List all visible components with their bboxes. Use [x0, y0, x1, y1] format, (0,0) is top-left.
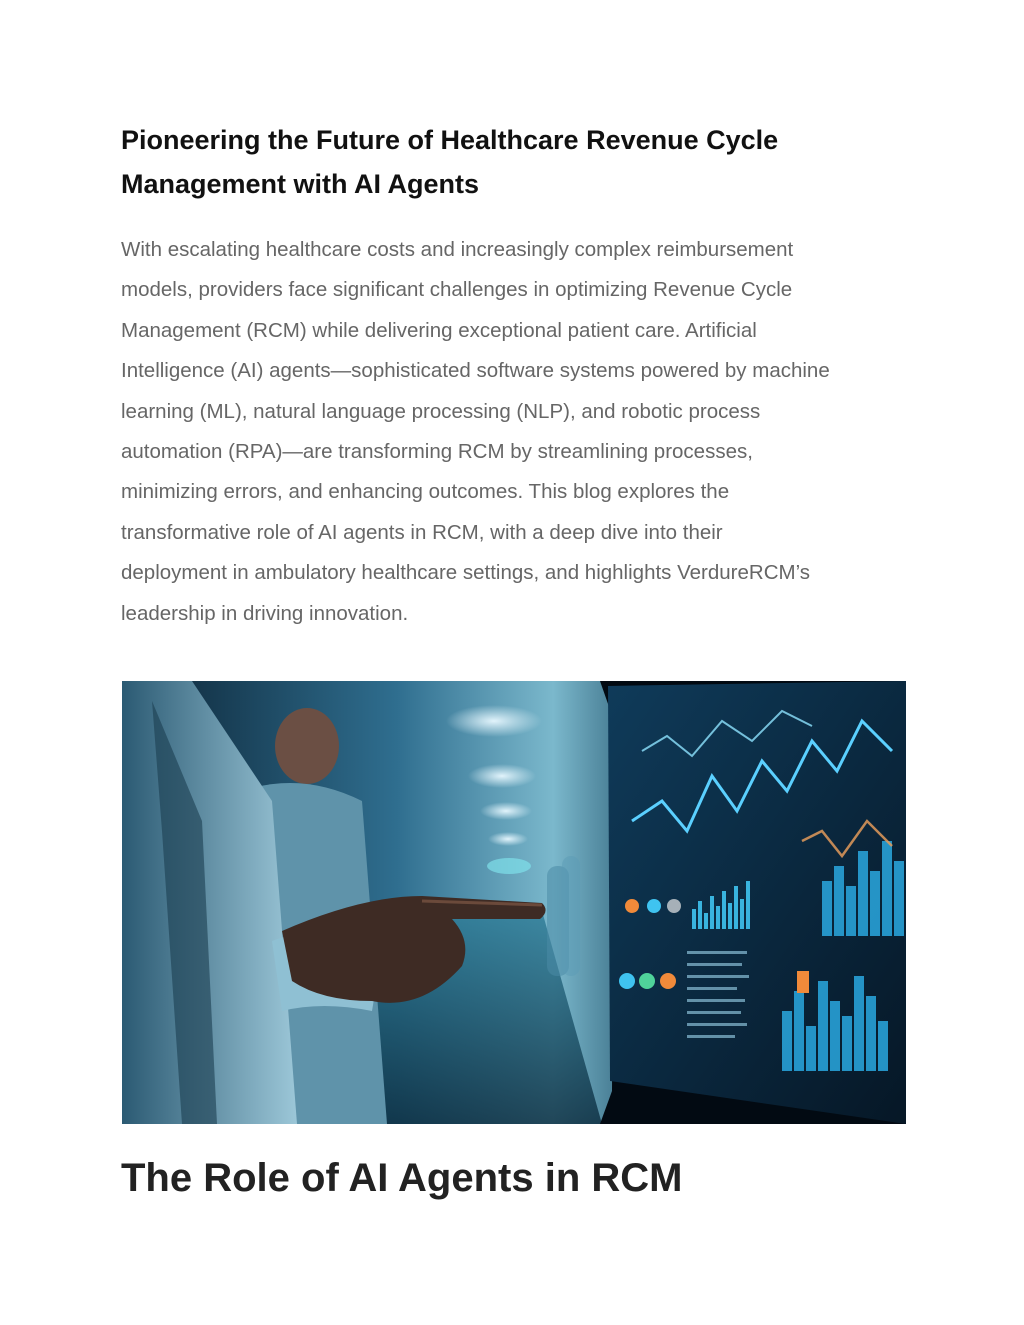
intro-line: With escalating healthcare costs and increasingly complex reimbursement: [121, 238, 794, 261]
intro-line: Management (RCM) while delivering exceptional patient care. Artificial: [121, 318, 757, 342]
intro-line: minimizing errors, and enhancing outcomes. This blog explores the: [121, 480, 730, 504]
intro-line: automation (RPA)—are transforming RCM by streamlining processes,: [121, 440, 753, 464]
hero-image: [122, 681, 906, 1124]
intro-paragraph: [121, 230, 921, 634]
intro-line: deployment in ambulatory healthcare settings, and highlights VerdureRCM’s: [121, 561, 811, 585]
section-heading: The Role of AI Agents in RCM: [121, 1156, 683, 1200]
intro-line: learning (ML), natural language processing (NLP), and robotic process: [121, 399, 761, 423]
article-title: Pioneering the Future of Healthcare Revenue Cycle Management with AI Agents: [121, 125, 779, 199]
intro-line: transformative role of AI agents in RCM, with a deep dive into their: [121, 520, 723, 544]
intro-line: models, providers face significant challenges in optimizing Revenue Cycle: [121, 278, 793, 302]
intro-line: Intelligence (AI) agents—sophisticated software systems powered by machine: [121, 359, 830, 383]
intro-line: leadership in driving innovation.: [121, 601, 409, 625]
